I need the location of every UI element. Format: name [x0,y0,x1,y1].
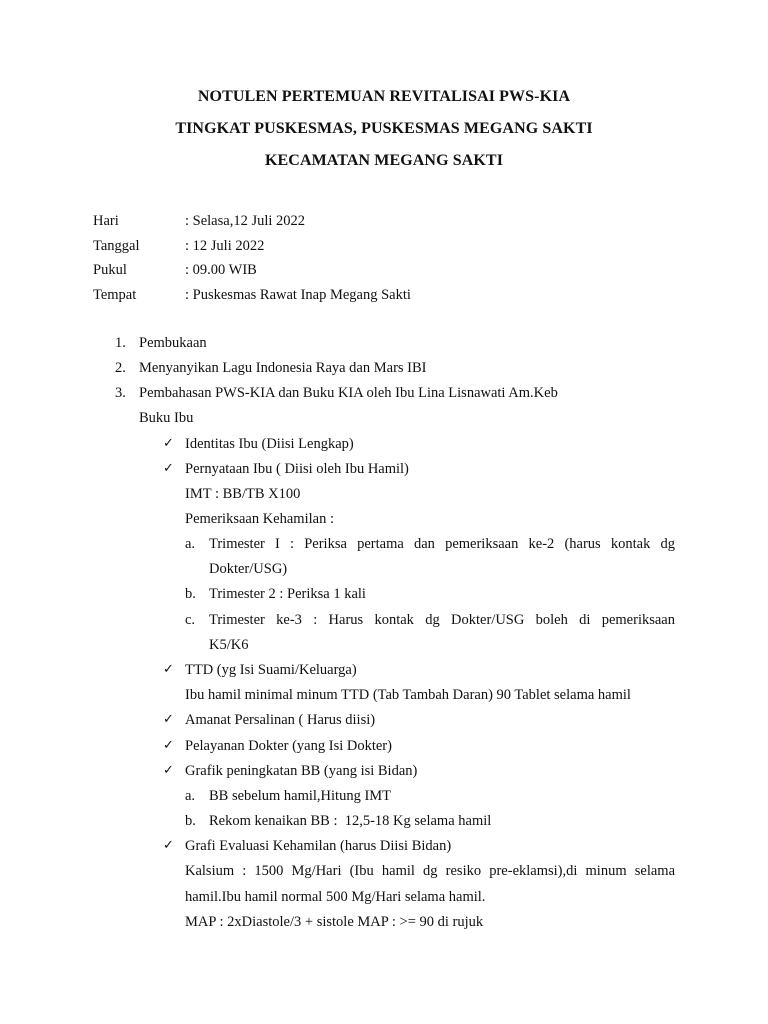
kalsium-text: Kalsium : 1500 Mg/Hari (Ibu hamil dg resiko pre-eklamsi),di minum selama [185,863,675,879]
check-icon: ✓ [163,662,174,677]
checklist-item: Pelayanan Dokter (yang Isi Dokter) [185,738,392,754]
checklist-item: Identitas Ibu (Diisi Lengkap) [185,436,354,452]
info-value-pukul: : 09.00 WIB [185,262,257,278]
info-label-pukul: Pukul [93,262,127,278]
check-icon: ✓ [163,436,174,451]
trimester-letter: a. [185,536,196,552]
trimester-text: Trimester 2 : Periksa 1 kali [209,586,366,602]
checklist-item: Pernyataan Ibu ( Diisi oleh Ibu Hamil) [185,461,409,477]
map-formula: MAP : 2xDiastole/3 + sistole MAP : >= 90 di rujuk [185,914,484,930]
checklist-item: TTD (yg Isi Suami/Keluarga) [185,662,357,678]
info-value-tanggal: : 12 Juli 2022 [185,238,265,254]
document-title-line-2: TINGKAT PUSKESMAS, PUSKESMAS MEGANG SAKTI [175,120,593,137]
trimester-text: Trimester ke-3 : Harus kontak dg Dokter/USG boleh di pemeriksaan [209,612,675,628]
agenda-number: 2. [115,360,126,376]
info-label-tempat: Tempat [93,287,137,303]
trimester-text-continued: Dokter/USG) [209,561,288,577]
info-value-tempat: : Puskesmas Rawat Inap Megang Sakti [185,287,411,303]
check-icon: ✓ [163,838,174,853]
agenda-item: Menyanyikan Lagu Indonesia Raya dan Mars IBI [139,360,427,376]
check-icon: ✓ [163,712,174,727]
imt-formula: IMT : BB/TB X100 [185,486,301,502]
check-icon: ✓ [163,461,174,476]
trimester-letter: c. [185,612,196,628]
agenda-number: 1. [115,335,126,351]
grafik-letter: a. [185,788,196,804]
trimester-text-continued: K5/K6 [209,637,249,653]
kalsium-text-continued: hamil.Ibu hamil normal 500 Mg/Hari selama hamil. [185,889,486,905]
checklist-item: Grafik peningkatan BB (yang isi Bidan) [185,763,418,779]
info-value-hari: : Selasa,12 Juli 2022 [185,213,306,229]
agenda-item: Pembahasan PWS-KIA dan Buku KIA oleh Ibu Lina Lisnawati Am.Keb [139,385,558,401]
document-title-line-3: KECAMATAN MEGANG SAKTI [264,152,504,169]
trimester-letter: b. [185,586,196,602]
pemeriksaan-heading: Pemeriksaan Kehamilan : [185,511,334,527]
info-label-tanggal: Tanggal [93,238,140,254]
grafik-text: Rekom kenaikan BB : 12,5-18 Kg selama hamil [209,813,492,829]
document-title-line-1: NOTULEN PERTEMUAN REVITALISAI PWS-KIA [197,88,571,105]
agenda-number: 3. [115,385,126,401]
trimester-text: Trimester I : Periksa pertama dan pemeriksaan ke-2 (harus kontak dg [209,536,675,552]
ttd-note: Ibu hamil minimal minum TTD (Tab Tambah Daran) 90 Tablet selama hamil [185,687,631,703]
buku-ibu-heading: Buku Ibu [139,410,194,426]
info-label-hari: Hari [93,213,119,229]
checklist-item: Amanat Persalinan ( Harus diisi) [185,712,376,728]
grafik-text: BB sebelum hamil,Hitung IMT [209,788,392,804]
agenda-item: Pembukaan [139,335,207,351]
checklist-item: Grafi Evaluasi Kehamilan (harus Diisi Bidan) [185,838,452,854]
grafik-letter: b. [185,813,196,829]
check-icon: ✓ [163,763,174,778]
check-icon: ✓ [163,738,174,753]
